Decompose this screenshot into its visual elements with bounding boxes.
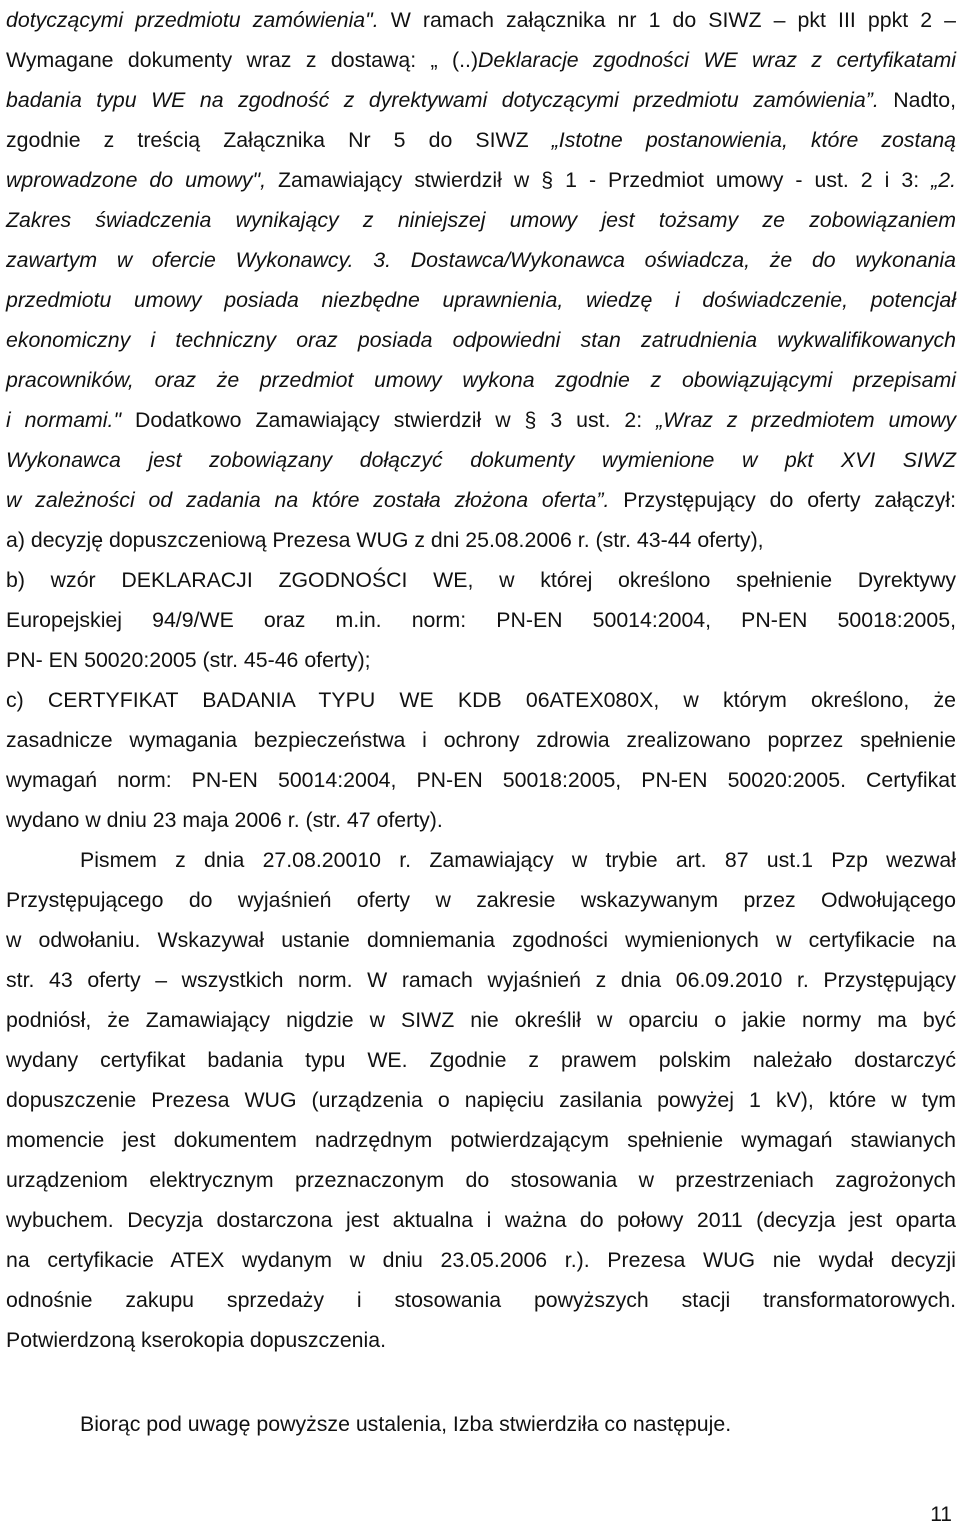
text-line xyxy=(6,680,956,720)
italic-text-run: badania typu WE na zgodność z dyrektywami dotyczącymi przedmiotu zamówienia”. xyxy=(6,88,879,112)
italic-text-run: i normami." xyxy=(6,408,122,432)
text-line xyxy=(6,440,956,480)
text-run: b) wzór DEKLARACJI ZGODNOŚCI WE, w której określono spełnienie Dyrektywy xyxy=(6,568,956,592)
italic-text-run: „2. xyxy=(931,168,956,192)
text-line xyxy=(6,920,956,960)
text-run: Zamawiający stwierdził w § 1 - Przedmiot umowy - ust. 2 i 3: xyxy=(266,168,932,192)
italic-text-run: dotyczącymi przedmiotu zamówienia". xyxy=(6,8,379,32)
italic-text-run: w zależności od zadania na które została złożona oferta”. xyxy=(6,488,610,512)
text-line xyxy=(6,560,956,600)
italic-text-run: pracowników, oraz że przedmiot umowy wykona zgodnie z obowiązującymi przepisami xyxy=(6,368,956,392)
text-line xyxy=(6,480,956,520)
text-run: W ramach załącznika nr 1 do SIWZ – pkt III ppkt 2 – xyxy=(378,8,957,32)
text-line xyxy=(6,320,956,360)
text-line xyxy=(6,1160,956,1200)
text-line xyxy=(6,600,956,640)
text-line xyxy=(6,1200,956,1240)
italic-text-run: przedmiotu umowy posiada niezbędne uprawnienia, wiedzę i doświadczenie, potencjał xyxy=(6,288,956,312)
italic-text-run: zawartym w ofercie Wykonawcy. 3. xyxy=(6,248,391,272)
text-run: Nadto, xyxy=(878,88,956,112)
text-line xyxy=(6,120,956,160)
italic-text-run: ekonomiczny i techniczny oraz posiada odpowiedni stan zatrudnienia wykwalifikowanych xyxy=(6,328,956,352)
text-line xyxy=(6,720,956,760)
text-line xyxy=(6,760,956,800)
text-line xyxy=(6,640,956,680)
text-line xyxy=(6,800,956,840)
text-run: Przystępujący do oferty załączył: xyxy=(609,488,956,512)
text-line xyxy=(6,520,956,560)
text-run: Potwierdzoną kserokopia dopuszczenia. xyxy=(6,1328,387,1352)
text-line xyxy=(6,80,956,120)
text-run: urządzeniom elektrycznym przeznaczonym do stosowania w przestrzeniach zagrożonych xyxy=(6,1168,956,1192)
text-line xyxy=(6,40,956,80)
page-number: 11 xyxy=(930,1503,952,1526)
text-line xyxy=(6,1040,956,1080)
text-run: na certyfikacie ATEX wydanym w dniu 23.05.2006 r.). Prezesa WUG nie wydał decyzji xyxy=(6,1248,956,1272)
text-line xyxy=(6,960,956,1000)
text-line xyxy=(6,360,956,400)
italic-text-run: „Wraz z przedmiotem umowy xyxy=(656,408,956,432)
text-run: Europejskiej 94/9/WE oraz m.in. norm: PN-EN 50014:2004, PN-EN 50018:2005, xyxy=(6,608,956,632)
text-line xyxy=(6,880,956,920)
text-run: zgodnie z treścią Załącznika Nr 5 do SIWZ xyxy=(6,128,552,152)
text-run: PN- EN 50020:2005 (str. 45-46 oferty); xyxy=(6,648,371,672)
text-run: wybuchem. Decyzja dostarczona jest aktualna i ważna do połowy 2011 (decyzja jest oparta xyxy=(6,1208,956,1232)
text-line xyxy=(6,0,956,40)
text-run: wymagań norm: PN-EN 50014:2004, PN-EN 50018:2005, PN-EN 50020:2005. Certyfikat xyxy=(6,768,956,792)
text-run: Biorąc pod uwagę powyższe ustalenia, Izba stwierdziła co następuje. xyxy=(80,1412,732,1436)
italic-text-run: Wykonawca jest zobowiązany dołączyć dokumenty wymienione w pkt XVI SIWZ xyxy=(6,448,956,472)
text-line xyxy=(6,280,956,320)
text-run: zasadnicze wymagania bezpieczeństwa i ochrony zdrowia zrealizowano poprzez spełnienie xyxy=(6,728,956,752)
text-run: podniósł, że Zamawiający nigdzie w SIWZ nie określił w oparciu o jakie normy ma być xyxy=(6,1008,956,1032)
text-run: a) decyzję dopuszczeniową Prezesa WUG z dni 25.08.2006 r. (str. 43-44 oferty), xyxy=(6,528,764,552)
text-line xyxy=(6,160,956,200)
italic-text-run: „Istotne postanowienia, które zostaną xyxy=(551,128,957,152)
text-run: odnośnie zakupu sprzedaży i stosowania powyższych stacji transformatorowych. xyxy=(6,1288,956,1312)
text-run: Pismem z dnia 27.08.20010 r. Zamawiający w trybie art. 87 ust.1 Pzp wezwał xyxy=(80,848,956,872)
text-run: wydano w dniu 23 maja 2006 r. (str. 47 oferty). xyxy=(6,808,443,832)
text-line xyxy=(80,840,956,880)
italic-text-run: Dostawca/Wykonawca oświadcza, że do wykonania xyxy=(391,248,956,272)
italic-text-run: wprowadzone do umowy", xyxy=(6,168,267,192)
text-line xyxy=(80,1404,956,1444)
text-line xyxy=(6,1280,956,1320)
text-run: Dodatkowo Zamawiający stwierdził w § 3 ust. 2: xyxy=(121,408,657,432)
text-run: Przystępującego do wyjaśnień oferty w zakresie wskazywanym przez Odwołującego xyxy=(6,888,956,912)
text-line xyxy=(6,1080,956,1120)
text-run: dopuszczenie Prezesa WUG (urządzenia o napięciu zasilania powyżej 1 kV), które w tym xyxy=(6,1088,956,1112)
text-run: wydany certyfikat badania typu WE. Zgodnie z prawem polskim należało dostarczyć xyxy=(6,1048,956,1072)
italic-text-run: Deklaracje zgodności WE wraz z certyfikatami xyxy=(478,48,956,72)
text-line xyxy=(6,240,956,280)
italic-text-run: Zakres świadczenia wynikający z niniejszej umowy jest tożsamy ze zobowiązaniem xyxy=(6,208,956,232)
text-run: str. 43 oferty – wszystkich norm. W ramach wyjaśnień z dnia 06.09.2010 r. Przystępujący xyxy=(6,968,956,992)
text-line xyxy=(6,400,956,440)
text-line xyxy=(6,1120,956,1160)
text-run: Wymagane dokumenty wraz z dostawą: „ (..) xyxy=(6,48,479,72)
text-line xyxy=(6,1320,956,1360)
text-run: w odwołaniu. Wskazywał ustanie domniemania zgodności wymienionych w certyfikacie na xyxy=(6,928,956,952)
text-line xyxy=(6,1240,956,1280)
text-run: c) CERTYFIKAT BADANIA TYPU WE KDB 06ATEX080X, w którym określono, że xyxy=(6,688,956,712)
text-line xyxy=(6,1000,956,1040)
text-line xyxy=(6,200,956,240)
text-run: momencie jest dokumentem nadrzędnym potwierdzającym spełnienie wymagań stawianych xyxy=(6,1128,956,1152)
